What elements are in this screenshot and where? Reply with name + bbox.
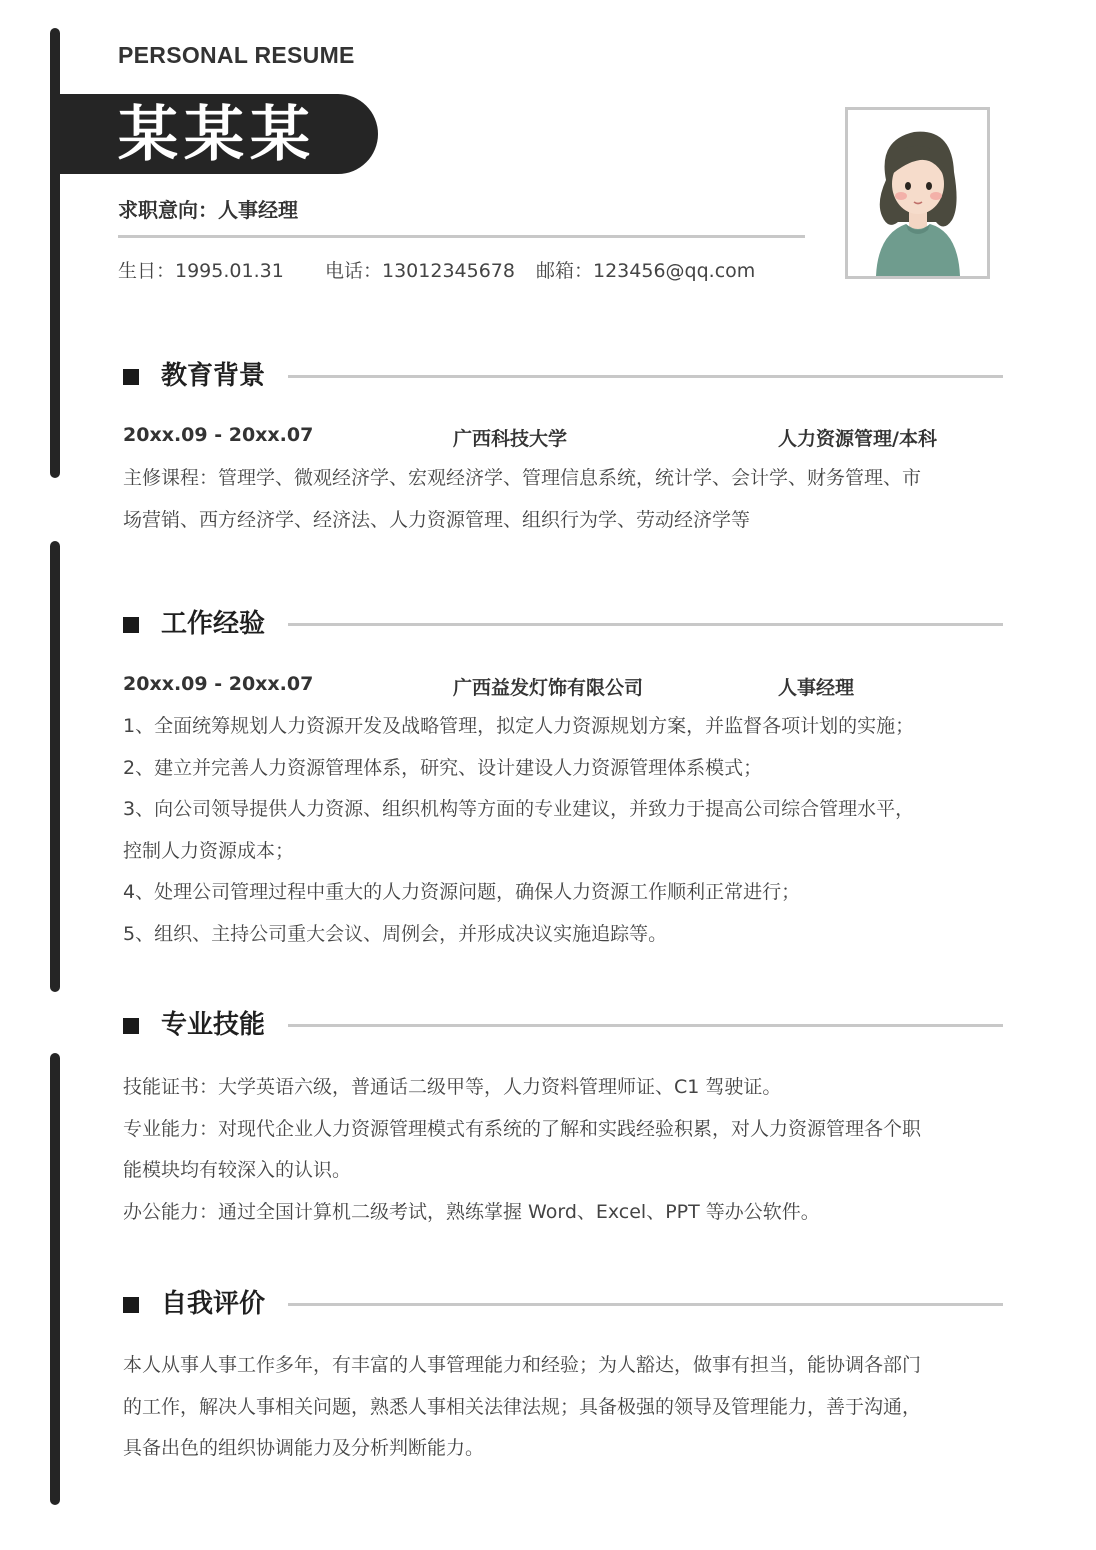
section-title: 教育背景 [161, 361, 266, 391]
resume-label: PERSONAL RESUME [118, 42, 355, 68]
paragraph-line: 具备出色的组织协调能力及分析判断能力。 [123, 1437, 485, 1459]
square-bullet-icon [123, 617, 139, 633]
paragraph-line: 控制人力资源成本； [123, 839, 295, 862]
paragraph-line: 本人从事人事工作多年，有丰富的人事管理能力和经验；为人豁达，做事有担当，能协调各部门 [123, 1354, 922, 1376]
job-intent: 求职意向：人事经理 [118, 198, 298, 222]
work-duties [123, 706, 983, 955]
section-divider [288, 623, 1003, 626]
paragraph-line: 3、向公司领导提供人力资源、组织机构等方面的专业建议，并致力于提高公司综合管理水平， [123, 798, 915, 820]
education-courses [123, 458, 983, 541]
square-bullet-icon [123, 1297, 139, 1313]
section-divider [288, 1303, 1003, 1306]
work-role: 人事经理 [778, 677, 855, 699]
profile-photo [845, 107, 990, 279]
work-date: 20xx.09 - 20xx.07 [123, 673, 314, 695]
left-accent-bar-middle [50, 541, 60, 992]
paragraph-line: 技能证书：大学英语六级，普通话二级甲等，人力资料管理师证、C1 驾驶证。 [123, 1076, 782, 1098]
self-eval-content [123, 1345, 983, 1470]
work-company: 广西益发灯饰有限公司 [453, 677, 644, 699]
paragraph-line: 1、全面统筹规划人力资源开发及战略管理，拟定人力资源规划方案，并监督各项计划的实施； [123, 715, 915, 737]
phone-number: 电话：13012345678 [325, 260, 515, 282]
section-title: 专业技能 [161, 1010, 266, 1040]
section-divider [288, 375, 1003, 378]
education-school: 广西科技大学 [453, 428, 568, 450]
candidate-name: 某某某 [118, 100, 316, 170]
paragraph-line: 2、建立并完善人力资源管理体系，研究、设计建设人力资源管理体系模式； [123, 756, 763, 779]
square-bullet-icon [123, 1018, 139, 1034]
education-date: 20xx.09 - 20xx.07 [123, 424, 314, 446]
header-divider [118, 235, 805, 238]
education-major: 人力资源管理/本科 [778, 428, 937, 450]
left-accent-bar-top [50, 28, 60, 478]
email-address: 邮箱：123456@qq.com [536, 260, 756, 282]
section-title: 工作经验 [161, 609, 266, 639]
section-title: 自我评价 [161, 1289, 266, 1319]
paragraph-line: 的工作，解决人事相关问题，熟悉人事相关法律法规；具备极强的领导及管理能力，善于沟通， [123, 1395, 922, 1418]
left-accent-bar-bottom [50, 1053, 60, 1505]
paragraph-line: 场营销、西方经济学、经济法、人力资源管理、组织行为学、劳动经济学等 [123, 508, 751, 531]
square-bullet-icon [123, 369, 139, 385]
paragraph-line: 5、组织、主持公司重大会议、周例会，并形成决议实施追踪等。 [123, 922, 668, 945]
paragraph-line: 办公能力：通过全国计算机二级考试，熟练掌握 Word、Excel、PPT 等办公软件。 [123, 1200, 820, 1223]
paragraph-line: 专业能力：对现代企业人力资源管理模式有系统的了解和实践经验积累，对人力资源管理各个职 [123, 1117, 922, 1140]
birth-date: 生日：1995.01.31 [118, 260, 284, 282]
paragraph-line: 能模块均有较深入的认识。 [123, 1159, 352, 1181]
skills-content [123, 1067, 983, 1233]
paragraph-line: 主修课程：管理学、微观经济学、宏观经济学、管理信息系统，统计学、会计学、财务管理、市 [123, 467, 922, 489]
paragraph-line: 4、处理公司管理过程中重大的人力资源问题，确保人力资源工作顺利正常进行； [123, 881, 801, 903]
section-divider [288, 1024, 1003, 1027]
avatar-illustration [848, 110, 987, 276]
